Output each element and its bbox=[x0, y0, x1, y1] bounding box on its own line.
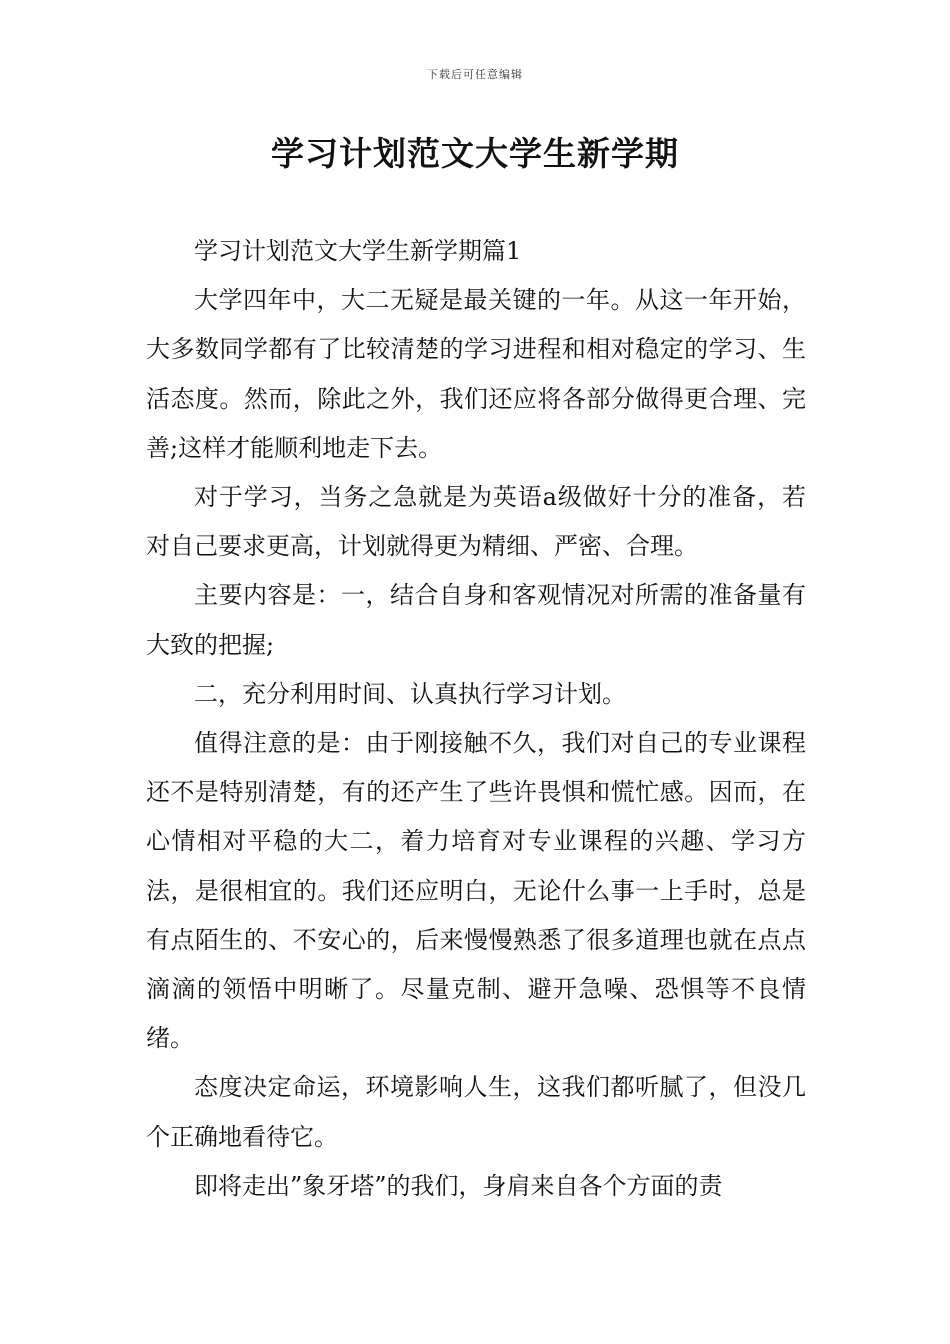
paragraph: 即将走出”象牙塔”的我们，身肩来自各个方面的责 bbox=[194, 1171, 723, 1200]
paragraph-section-heading: 学习计划范文大学生新学期篇1 bbox=[194, 237, 522, 265]
paragraph: 态度决定命运，环境影响人生，这我们都听腻了，但没几个正确地看待它。 bbox=[146, 1073, 806, 1151]
document-body bbox=[146, 227, 806, 1211]
header-note: 下载后可任意编辑 bbox=[427, 68, 523, 81]
paragraph: 值得注意的是：由于刚接触不久，我们对自己的专业课程还不是特别清楚，有的还产生了些许畏惧和慌忙感。因而，在心情相对平稳的大二，着力培育对专业课程的兴趣、学习方法，是很相宜的。我们还应明白，无论什么事一上手时，总是有点陌生的、不安心的，后来慢慢熟悉了很多道理也就在点点滴滴的领悟中明晰了。尽量克制、避开急噪、恐惧等不良情绪。 bbox=[146, 729, 806, 1053]
paragraph: 对于学习，当务之急就是为英语a级做好十分的准备，若对自己要求更高，计划就得更为精细、严密、合理。 bbox=[146, 483, 806, 561]
paragraph: 二，充分利用时间、认真执行学习计划。 bbox=[194, 679, 626, 708]
document-title: 学习计划范文大学生新学期 bbox=[271, 134, 679, 173]
paragraph: 大学四年中，大二无疑是最关键的一年。从这一年开始，大多数同学都有了比较清楚的学习进程和相对稳定的学习、生活态度。然而，除此之外，我们还应将各部分做得更合理、完善;这样才能顺利地走下去。 bbox=[146, 286, 806, 462]
paragraph: 主要内容是：一，结合自身和客观情况对所需的准备量有大致的把握; bbox=[146, 581, 806, 659]
